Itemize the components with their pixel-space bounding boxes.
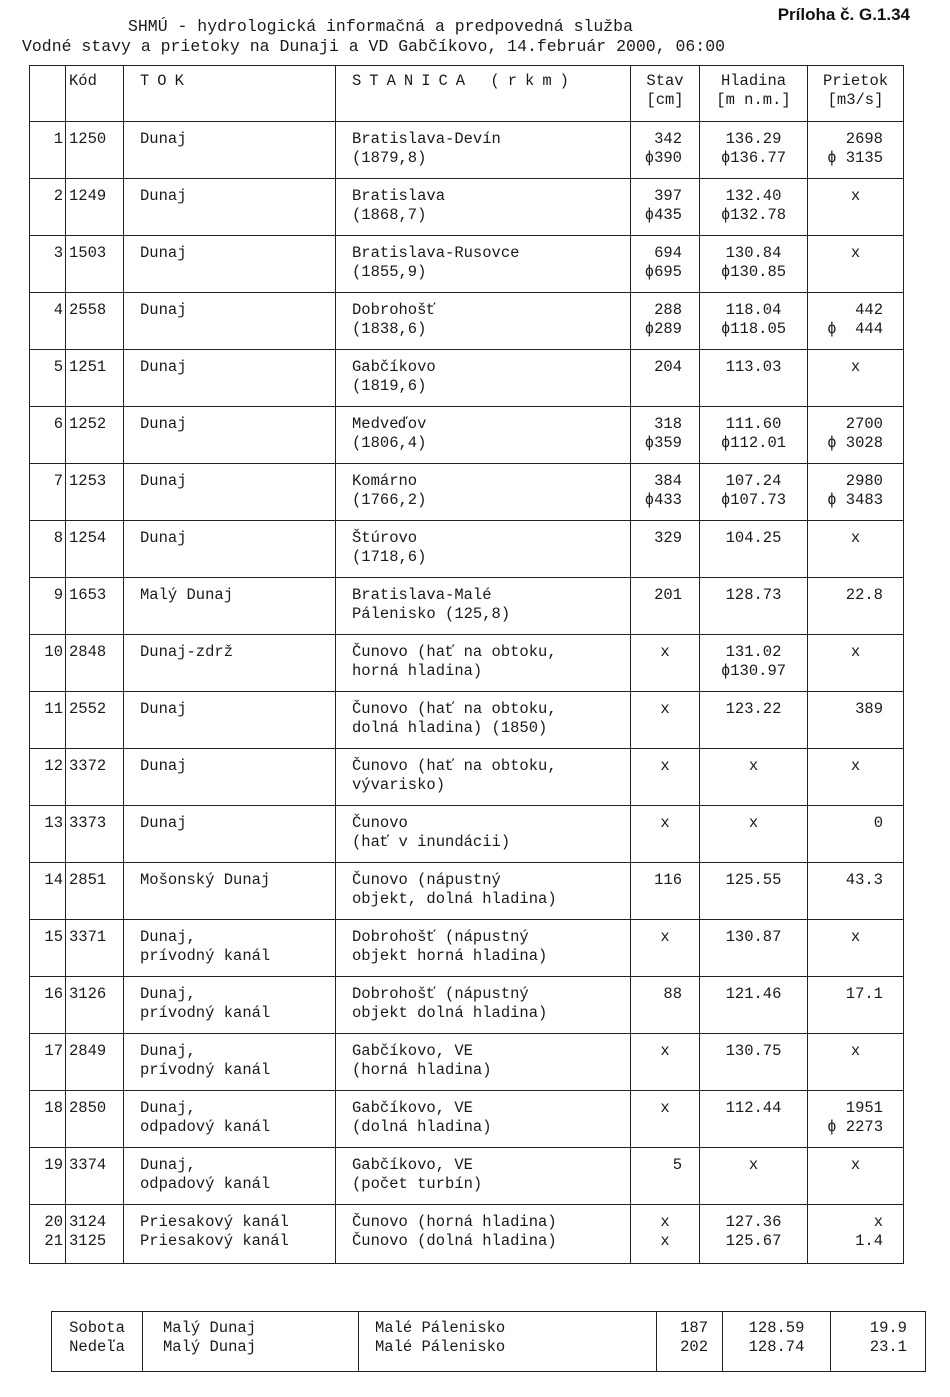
row-tok: Dunaj <box>124 521 336 578</box>
row-number: 18 <box>30 1091 66 1148</box>
row-number: 11 <box>30 692 66 749</box>
row-number: 14 <box>30 863 66 920</box>
row-number: 17 <box>30 1034 66 1091</box>
table-row <box>30 122 904 179</box>
table-row <box>30 179 904 236</box>
row-tok: Dunaj <box>124 236 336 293</box>
row-stav: 694 ϕ695 <box>631 236 700 293</box>
row-tok: Priesakový kanál Priesakový kanál <box>124 1205 336 1264</box>
row-hladina: 118.04 ϕ118.05 <box>700 293 808 350</box>
table-row <box>30 407 904 464</box>
row-stav: x <box>631 920 700 977</box>
header-prietok: Prietok [m3/s] <box>808 66 904 122</box>
row-stanica: Komárno (1766,2) <box>336 464 631 521</box>
row-hladina: 130.87 <box>700 920 808 977</box>
table-body <box>30 122 904 1264</box>
row-prietok: 22.8 <box>808 578 904 635</box>
row-stav: 342 ϕ390 <box>631 122 700 179</box>
row-stav: 318 ϕ359 <box>631 407 700 464</box>
row-hladina: x <box>700 806 808 863</box>
row-stanica: Štúrovo (1718,6) <box>336 521 631 578</box>
row-number: 19 <box>30 1148 66 1205</box>
table-row <box>30 806 904 863</box>
row-stanica: Čunovo (hať v inundácii) <box>336 806 631 863</box>
table-row <box>30 977 904 1034</box>
row-hladina: 131.02 ϕ130.97 <box>700 635 808 692</box>
row-kod: 3373 <box>66 806 124 863</box>
row-stanica: Čunovo (hať na obtoku, horná hladina) <box>336 635 631 692</box>
table-row <box>30 293 904 350</box>
table-row <box>30 1091 904 1148</box>
weekend-stav: 187 202 <box>657 1312 723 1372</box>
row-stav: 204 <box>631 350 700 407</box>
row-kod: 2851 <box>66 863 124 920</box>
row-stanica: Gabčíkovo, VE (počet turbín) <box>336 1148 631 1205</box>
row-tok: Dunaj <box>124 464 336 521</box>
weekend-prietok: 19.9 23.1 <box>831 1312 926 1372</box>
row-stav: x <box>631 1034 700 1091</box>
header-tok: TOK <box>124 66 336 122</box>
row-hladina: 123.22 <box>700 692 808 749</box>
header-title: SHMÚ - hydrologická informačná a predpovedná služba <box>128 17 633 36</box>
row-prietok: 2980 ϕ 3483 <box>808 464 904 521</box>
row-number: 12 <box>30 749 66 806</box>
row-stav: 329 <box>631 521 700 578</box>
row-number: 5 <box>30 350 66 407</box>
row-hladina: 127.36 125.67 <box>700 1205 808 1264</box>
row-hladina: 132.40 ϕ132.78 <box>700 179 808 236</box>
row-number: 13 <box>30 806 66 863</box>
row-prietok: x <box>808 1034 904 1091</box>
row-tok: Dunaj-zdrž <box>124 635 336 692</box>
table-row <box>30 1205 904 1264</box>
row-stav: x <box>631 635 700 692</box>
weekend-row <box>52 1312 926 1372</box>
row-prietok: 389 <box>808 692 904 749</box>
row-stav: x <box>631 692 700 749</box>
row-stav: 116 <box>631 863 700 920</box>
table-row <box>30 1034 904 1091</box>
row-stav: x <box>631 806 700 863</box>
row-kod: 1250 <box>66 122 124 179</box>
row-kod: 1254 <box>66 521 124 578</box>
row-stanica: Čunovo (hať na obtoku, dolná hladina) (1850) <box>336 692 631 749</box>
row-prietok: x <box>808 920 904 977</box>
table-row <box>30 749 904 806</box>
row-prietok: 2698 ϕ 3135 <box>808 122 904 179</box>
weekend-tok: Malý Dunaj Malý Dunaj <box>143 1312 359 1372</box>
row-stav: 5 <box>631 1148 700 1205</box>
row-stav: 201 <box>631 578 700 635</box>
weekend-stanica: Malé Pálenisko Malé Pálenisko <box>359 1312 657 1372</box>
header-stanica: STANICA (rkm) <box>336 66 631 122</box>
row-prietok: 43.3 <box>808 863 904 920</box>
row-tok: Dunaj <box>124 350 336 407</box>
header-hladina: Hladina [m n.m.] <box>700 66 808 122</box>
row-number: 8 <box>30 521 66 578</box>
row-stanica: Bratislava-Devín (1879,8) <box>336 122 631 179</box>
row-hladina: 121.46 <box>700 977 808 1034</box>
header-stav: Stav [cm] <box>631 66 700 122</box>
row-stanica: Medveďov (1806,4) <box>336 407 631 464</box>
row-number: 20 21 <box>30 1205 66 1264</box>
row-kod: 2850 <box>66 1091 124 1148</box>
row-kod: 2552 <box>66 692 124 749</box>
row-stanica: Dobrohošť (1838,6) <box>336 293 631 350</box>
row-tok: Malý Dunaj <box>124 578 336 635</box>
header-no <box>30 66 66 122</box>
row-kod: 1503 <box>66 236 124 293</box>
row-kod: 1653 <box>66 578 124 635</box>
row-kod: 1252 <box>66 407 124 464</box>
row-stanica: Gabčíkovo, VE (dolná hladina) <box>336 1091 631 1148</box>
row-hladina: x <box>700 1148 808 1205</box>
table-row <box>30 578 904 635</box>
row-prietok: x <box>808 521 904 578</box>
row-prietok: 1951 ϕ 2273 <box>808 1091 904 1148</box>
row-hladina: 130.75 <box>700 1034 808 1091</box>
row-number: 7 <box>30 464 66 521</box>
row-number: 16 <box>30 977 66 1034</box>
row-kod: 3374 <box>66 1148 124 1205</box>
row-kod: 3371 <box>66 920 124 977</box>
row-prietok: 2700 ϕ 3028 <box>808 407 904 464</box>
table-row <box>30 521 904 578</box>
row-stanica: Čunovo (horná hladina) Čunovo (dolná hladina) <box>336 1205 631 1264</box>
row-tok: Dunaj, odpadový kanál <box>124 1148 336 1205</box>
table-row <box>30 1148 904 1205</box>
row-prietok: x <box>808 236 904 293</box>
row-kod: 2848 <box>66 635 124 692</box>
row-prietok: 442 ϕ 444 <box>808 293 904 350</box>
table-row <box>30 464 904 521</box>
row-stav: x <box>631 749 700 806</box>
row-kod: 1249 <box>66 179 124 236</box>
row-kod: 2558 <box>66 293 124 350</box>
row-stanica: Bratislava-Rusovce (1855,9) <box>336 236 631 293</box>
row-kod: 2849 <box>66 1034 124 1091</box>
row-stanica: Dobrohošť (nápustný objekt horná hladina) <box>336 920 631 977</box>
table-row <box>30 236 904 293</box>
row-tok: Mošonský Dunaj <box>124 863 336 920</box>
row-tok: Dunaj <box>124 122 336 179</box>
table-row <box>30 920 904 977</box>
measurements-table <box>29 65 904 1264</box>
row-hladina: 107.24 ϕ107.73 <box>700 464 808 521</box>
row-kod: 3124 3125 <box>66 1205 124 1264</box>
row-prietok: x <box>808 749 904 806</box>
row-number: 10 <box>30 635 66 692</box>
row-prietok: 17.1 <box>808 977 904 1034</box>
annex-label: Príloha č. G.1.34 <box>777 5 910 24</box>
row-number: 3 <box>30 236 66 293</box>
row-hladina: 128.73 <box>700 578 808 635</box>
table-header-row <box>30 66 904 122</box>
table-row <box>30 350 904 407</box>
row-tok: Dunaj, prívodný kanál <box>124 977 336 1034</box>
row-number: 15 <box>30 920 66 977</box>
row-kod: 1251 <box>66 350 124 407</box>
row-hladina: 112.44 <box>700 1091 808 1148</box>
row-stav: x x <box>631 1205 700 1264</box>
row-stav: 288 ϕ289 <box>631 293 700 350</box>
row-tok: Dunaj <box>124 806 336 863</box>
row-kod: 3372 <box>66 749 124 806</box>
row-kod: 3126 <box>66 977 124 1034</box>
row-number: 1 <box>30 122 66 179</box>
row-tok: Dunaj <box>124 749 336 806</box>
row-stanica: Bratislava (1868,7) <box>336 179 631 236</box>
row-hladina: 125.55 <box>700 863 808 920</box>
row-number: 9 <box>30 578 66 635</box>
row-tok: Dunaj, prívodný kanál <box>124 1034 336 1091</box>
row-prietok: x <box>808 635 904 692</box>
row-hladina: 136.29 ϕ136.77 <box>700 122 808 179</box>
row-stav: 397 ϕ435 <box>631 179 700 236</box>
row-stanica: Čunovo (hať na obtoku, vývarisko) <box>336 749 631 806</box>
row-hladina: x <box>700 749 808 806</box>
row-prietok: x <box>808 179 904 236</box>
row-prietok: x <box>808 350 904 407</box>
row-tok: Dunaj <box>124 293 336 350</box>
row-hladina: 111.60 ϕ112.01 <box>700 407 808 464</box>
row-stanica: Bratislava-Malé Pálenisko (125,8) <box>336 578 631 635</box>
row-hladina: 130.84 ϕ130.85 <box>700 236 808 293</box>
row-hladina: 113.03 <box>700 350 808 407</box>
weekend-table <box>51 1311 926 1372</box>
row-stanica: Dobrohošť (nápustný objekt dolná hladina) <box>336 977 631 1034</box>
table-row <box>30 635 904 692</box>
table-row <box>30 692 904 749</box>
row-hladina: 104.25 <box>700 521 808 578</box>
header-subtitle: Vodné stavy a prietoky na Dunaji a VD Gabčíkovo, 14.február 2000, 06:00 <box>22 37 726 56</box>
row-prietok: 0 <box>808 806 904 863</box>
row-tok: Dunaj, odpadový kanál <box>124 1091 336 1148</box>
row-number: 6 <box>30 407 66 464</box>
row-tok: Dunaj <box>124 407 336 464</box>
row-prietok: x <box>808 1148 904 1205</box>
row-tok: Dunaj, prívodný kanál <box>124 920 336 977</box>
row-number: 2 <box>30 179 66 236</box>
row-kod: 1253 <box>66 464 124 521</box>
row-stanica: Gabčíkovo (1819,6) <box>336 350 631 407</box>
row-stav: x <box>631 1091 700 1148</box>
row-stav: 384 ϕ433 <box>631 464 700 521</box>
row-stanica: Čunovo (nápustný objekt, dolná hladina) <box>336 863 631 920</box>
row-tok: Dunaj <box>124 692 336 749</box>
weekend-day: Sobota Nedeľa <box>52 1312 143 1372</box>
row-tok: Dunaj <box>124 179 336 236</box>
row-prietok: x 1.4 <box>808 1205 904 1264</box>
weekend-hladina: 128.59 128.74 <box>723 1312 831 1372</box>
row-stanica: Gabčíkovo, VE (horná hladina) <box>336 1034 631 1091</box>
row-number: 4 <box>30 293 66 350</box>
row-stav: 88 <box>631 977 700 1034</box>
table-row <box>30 863 904 920</box>
header-kod: Kód <box>66 66 124 122</box>
